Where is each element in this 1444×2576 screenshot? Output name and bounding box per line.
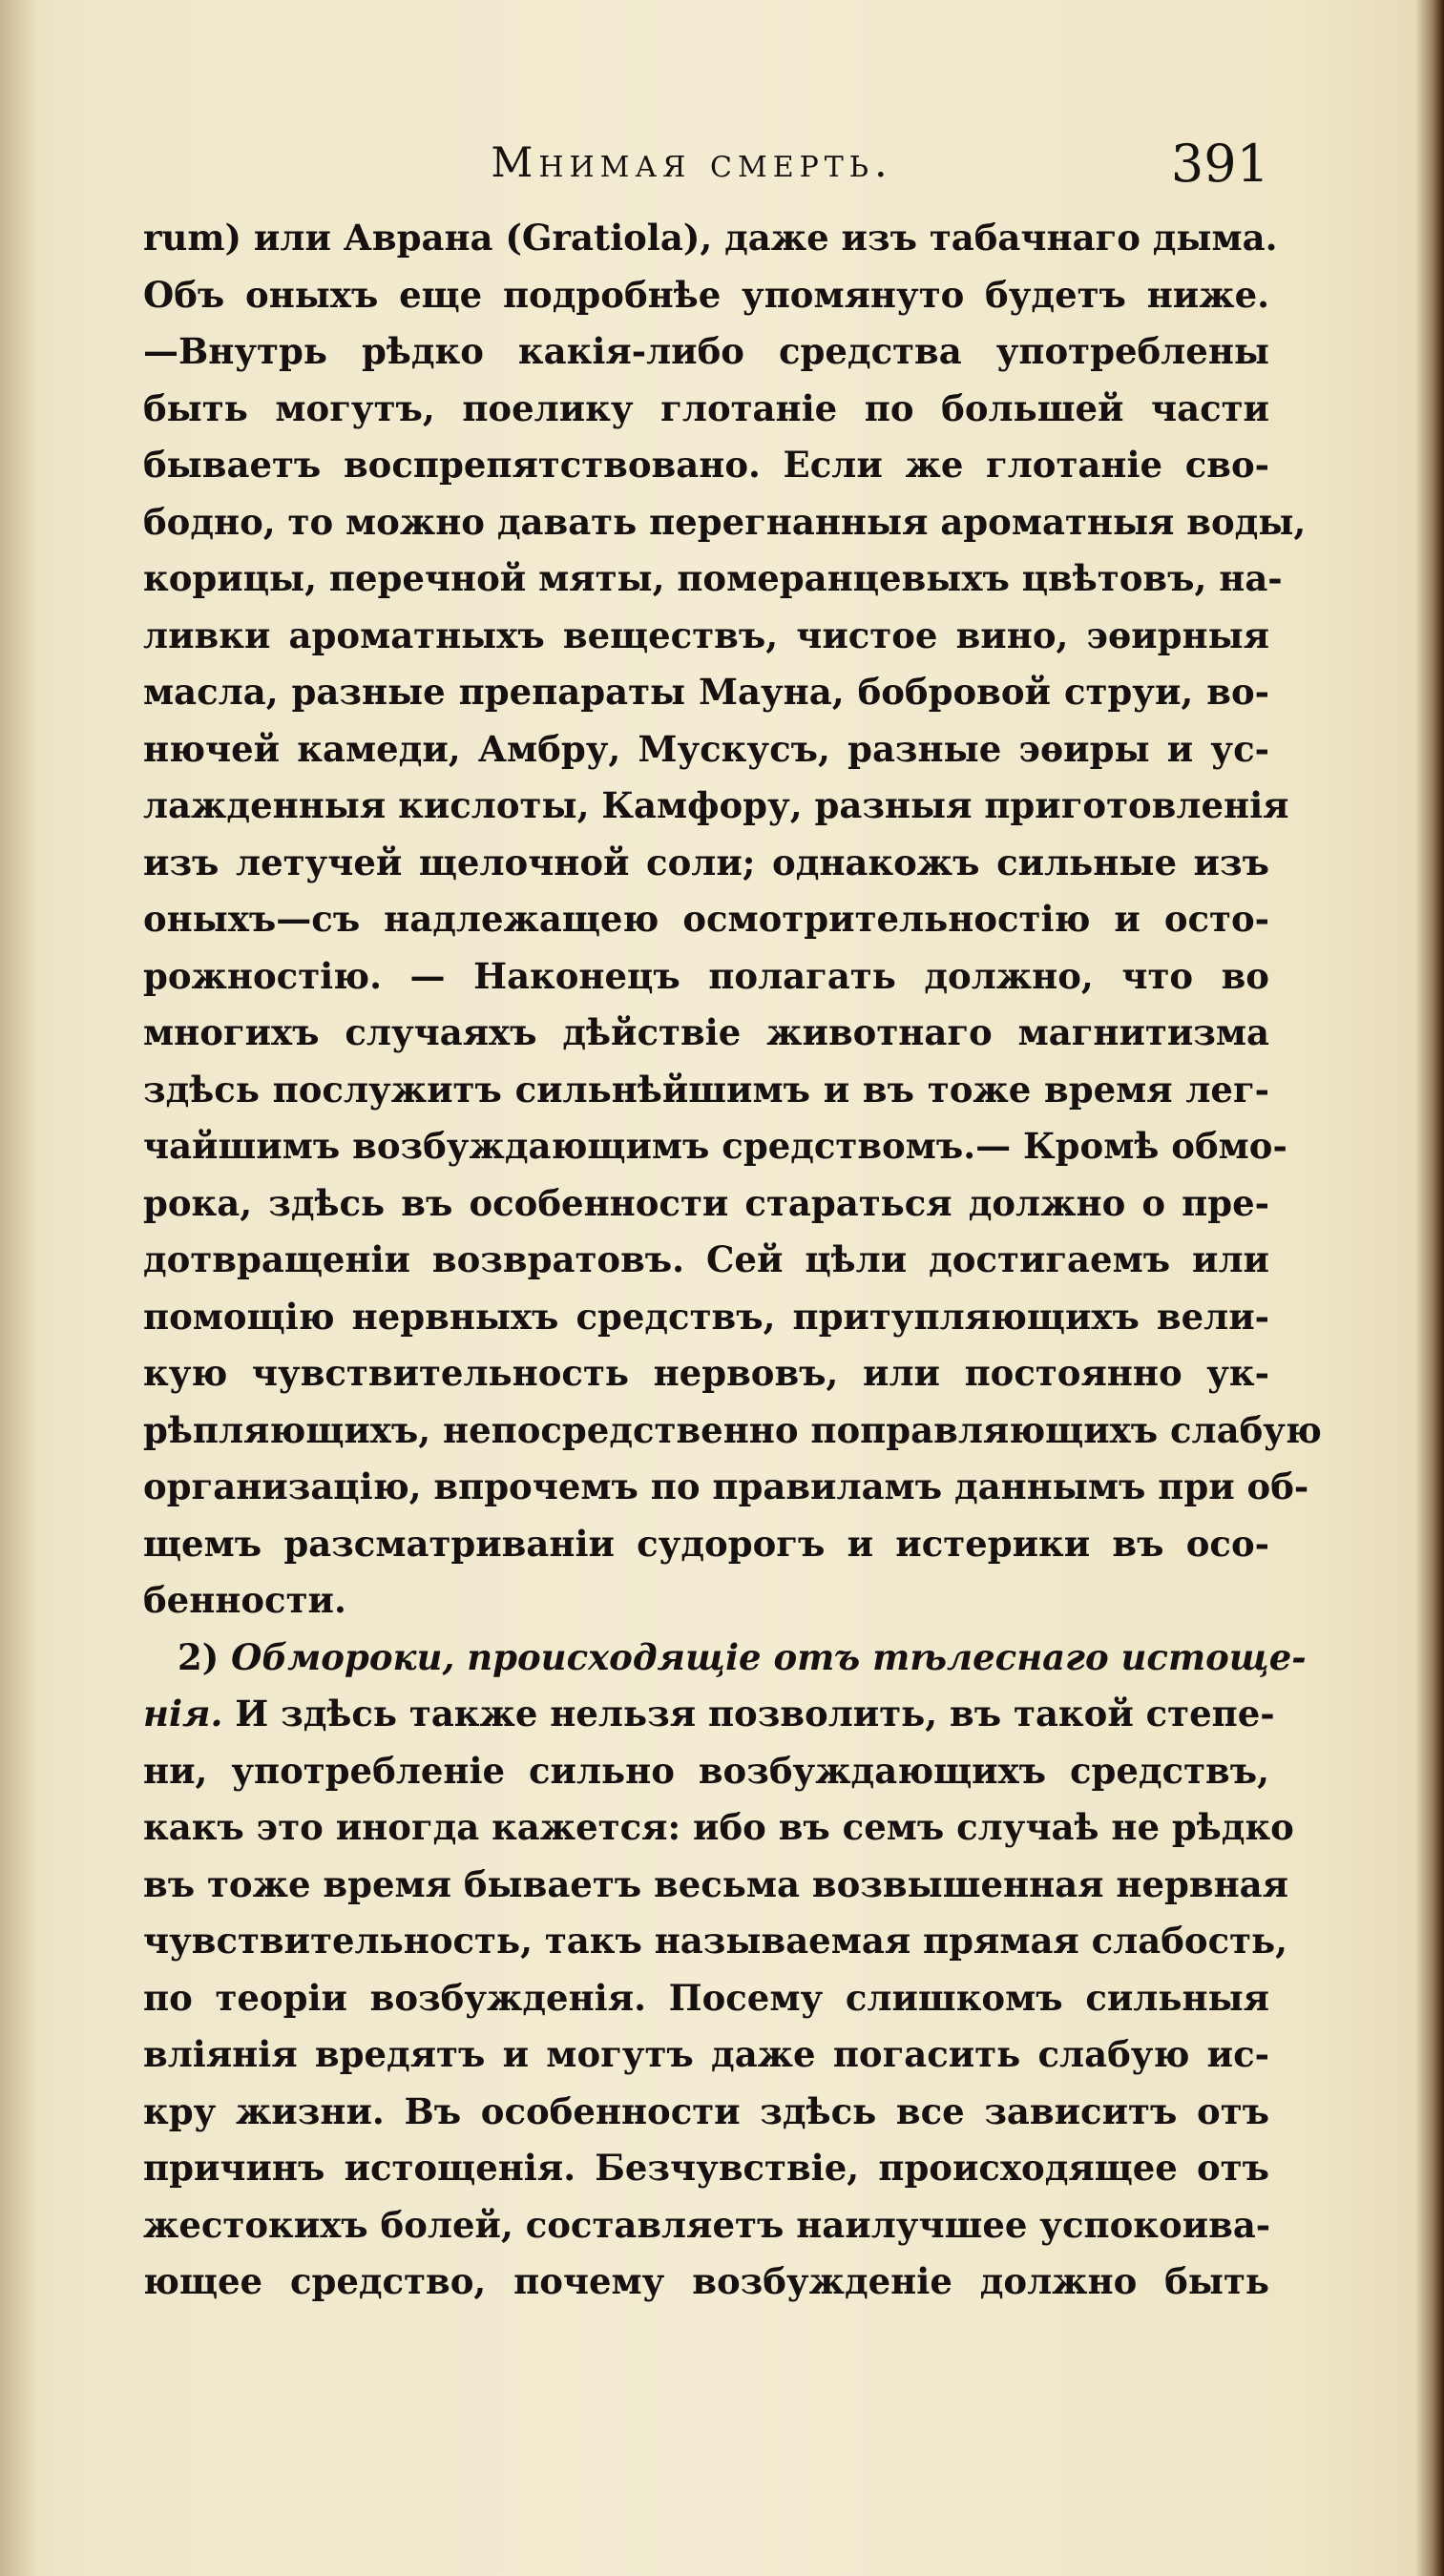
text-line: помощію нервныхъ средствъ, притупляющихъ вели- <box>143 1295 1269 1338</box>
text-line: какъ это иногда кажется: ибо въ семъ случаѣ не рѣдко <box>143 1806 1294 1848</box>
text-line: ющее средство, почему возбужденіе должно быть <box>143 2260 1269 2302</box>
text-line: кую чувствительность нервовъ, или постоянно ук- <box>143 1352 1269 1394</box>
text-line: вліянія вредятъ и могутъ даже погасить слабую ис- <box>143 2033 1269 2075</box>
text-line: рѣпляющихъ, непосредственно поправляющихъ слабую <box>143 1408 1322 1451</box>
page-number: 391 <box>1170 134 1269 194</box>
text-line: ни, употребленіе сильно возбуждающихъ средствъ, <box>143 1749 1269 1792</box>
text-line: rum) или Аврана (Gratiola), даже изъ табачнаго дыма. <box>143 217 1278 259</box>
text-line: оныхъ—съ надлежащею осмотрительностію и осто- <box>143 898 1269 940</box>
text-line: нючей камеди, Амбру, Мускусъ, разные эѳиры и ус- <box>143 727 1269 770</box>
paragraph-2 <box>143 1630 1307 2311</box>
paragraph-heading-end: нія. <box>143 1693 223 1735</box>
running-head-title: Мнимая смерть. <box>491 139 893 187</box>
text-line: дотвращеніи возвратовъ. Сей цѣли достигаемъ или <box>143 1238 1269 1280</box>
text-line: бенности. <box>143 1579 346 1621</box>
text-line: ливки ароматныхъ веществъ, чистое вино, эѳирныя <box>143 613 1269 656</box>
text-line: масла, разные препараты Мауна, бобровой струи, во- <box>143 671 1269 713</box>
paragraph-2-heading-line-2 <box>143 1686 1275 1743</box>
text-line: корицы, перечной мяты, померанцевыхъ цвѣтовъ, на- <box>143 557 1283 599</box>
text-line: лажденныя кислоты, Камфору, разныя приготовленія <box>143 784 1289 826</box>
paragraph-heading: Обмороки, происходящіе отъ тѣлеснаго истоще- <box>231 1635 1307 1678</box>
text-line: Объ оныхъ еще подробнѣе упомянуто будетъ ниже. <box>143 273 1269 316</box>
paragraph-1 <box>143 210 1322 1630</box>
body-text <box>143 210 1322 2566</box>
page-gutter-shadow <box>0 0 38 2576</box>
paragraph-number: 2) <box>178 1635 220 1678</box>
text-line: причинъ истощенія. Безчувствіе, происходящее отъ <box>143 2147 1269 2189</box>
paragraph-2-lines <box>143 1743 1294 2311</box>
text-line: по теоріи возбужденія. Посему слишкомъ сильныя <box>143 1976 1269 2019</box>
text-line: чайшимъ возбуждающимъ средствомъ.— Кромѣ обмо- <box>143 1125 1287 1167</box>
page-edge <box>1415 0 1444 2576</box>
text-line: чувствительность, такъ называемая прямая слабость, <box>143 1920 1288 1962</box>
text-line: изъ летучей щелочной соли; однакожъ сильные изъ <box>143 841 1269 883</box>
text-line: щемъ разсматриваніи судорогъ и истерики въ осо- <box>143 1522 1269 1565</box>
text-line: —Внутрь рѣдко какія-либо средства употреблены <box>143 330 1269 372</box>
text-line: рока, здѣсь въ особенности стараться должно о пре- <box>143 1181 1269 1224</box>
text-line: кру жизни. Въ особенности здѣсь все зависитъ отъ <box>143 2089 1269 2132</box>
text-line: здѣсь послужитъ сильнѣйшимъ и въ тоже время лег- <box>143 1068 1269 1111</box>
text-line: многихъ случаяхъ дѣйствіе животнаго магнитизма <box>143 1011 1269 1053</box>
text-line: бываетъ воспрепятствовано. Если же глотаніе сво- <box>143 444 1269 486</box>
text-line: организацію, впрочемъ по правиламъ даннымъ при об- <box>143 1465 1309 1507</box>
text-line: рожностію. — Наконецъ полагать должно, что во <box>143 954 1269 997</box>
text-line: быть могутъ, поелику глотаніе по большей части <box>143 386 1269 429</box>
paragraph-2-heading-line <box>143 1630 1307 1687</box>
text-line: жестокихъ болей, составляетъ наилучшее успокоива- <box>143 2203 1271 2246</box>
paragraph-text: И здѣсь также нельзя позволить, въ такой степе- <box>235 1693 1275 1735</box>
text-line: въ тоже время бываетъ весьма возвышенная нервная <box>143 1862 1288 1905</box>
running-head <box>115 134 1269 200</box>
text-line: бодно, то можно давать перегнанныя ароматныя воды, <box>143 500 1307 543</box>
